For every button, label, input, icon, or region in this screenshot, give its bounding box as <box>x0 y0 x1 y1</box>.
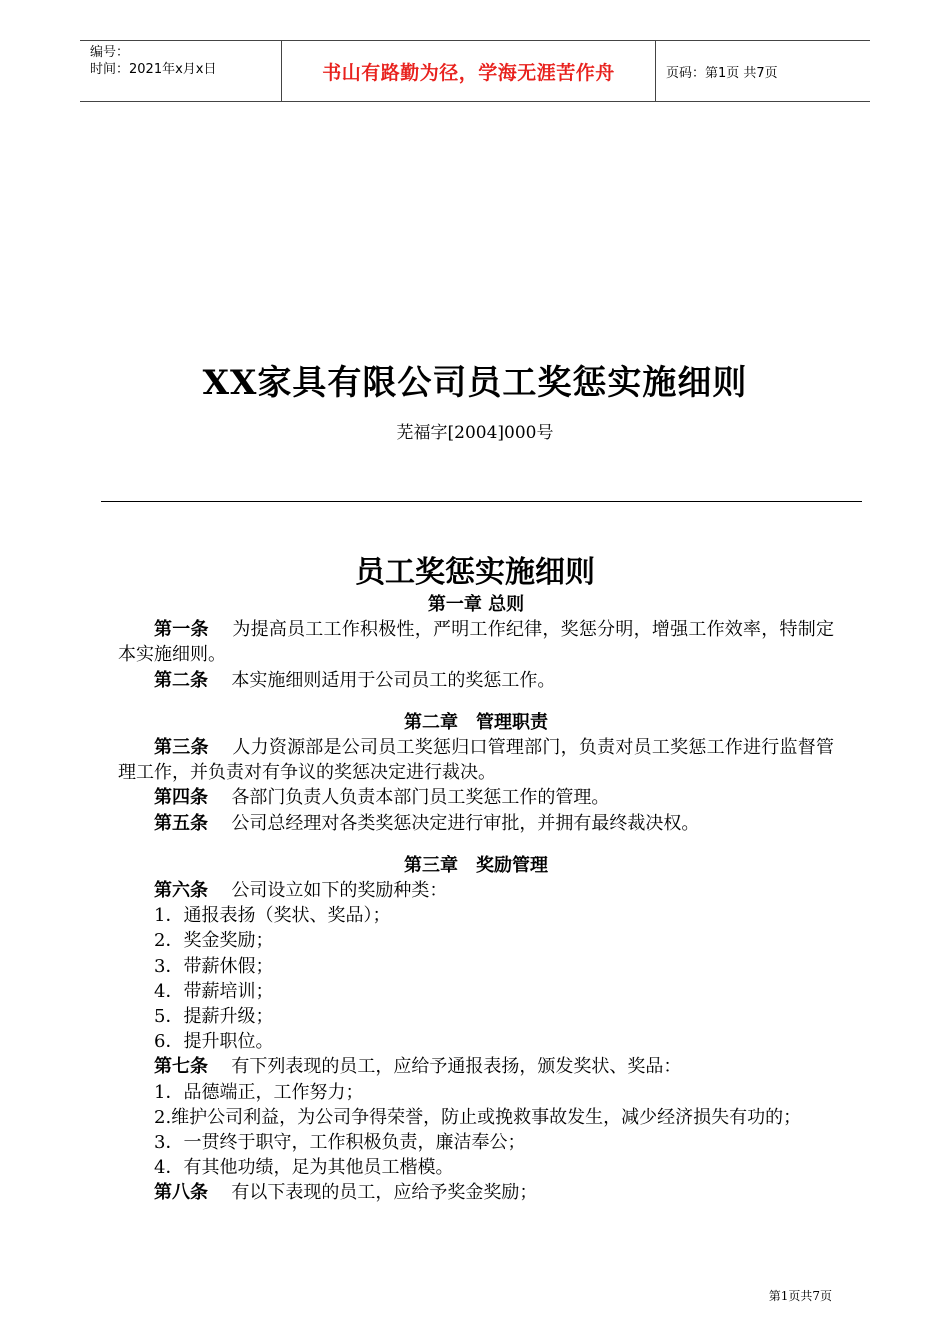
list-item: 1．通报表扬（奖状、奖品）； <box>154 905 391 927</box>
article-label: 第一条 <box>154 619 209 641</box>
list-item: 3．一贯终于职守，工作积极负责，廉洁奉公； <box>154 1132 526 1154</box>
article-label: 第五条 <box>154 812 208 834</box>
title-divider <box>101 501 862 502</box>
article <box>118 1180 834 1205</box>
list-item: 2.维护公司利益，为公司争得荣誉，防止或挽救事故发生，减少经济损失有功的； <box>154 1106 802 1128</box>
header-table <box>80 40 870 102</box>
article-text: 有以下表现的员工，应给予奖金奖励； <box>231 1182 538 1204</box>
chapter-heading: 第二章 管理职责 <box>404 711 548 733</box>
document-number: 芜福字[2004]000号 <box>396 423 554 443</box>
list-item: 4．带薪培训； <box>154 980 274 1002</box>
document-subtitle: 员工奖惩实施细则 <box>355 555 595 590</box>
time-label: 时间：2021年x月x日 <box>90 62 217 77</box>
serial-label: 编号： <box>90 45 130 60</box>
article-label: 第二条 <box>154 669 208 691</box>
article-text: 各部门负责人负责本部门员工奖惩工作的管理。 <box>231 787 610 809</box>
article <box>118 878 834 903</box>
list-item: 5．提薪升级； <box>154 1006 274 1027</box>
article <box>118 617 834 667</box>
article <box>118 1054 834 1079</box>
list-item: 2．奖金奖励； <box>154 930 274 952</box>
article-label: 第四条 <box>154 787 208 809</box>
document-body <box>118 592 834 1206</box>
article-label: 第八条 <box>154 1182 208 1204</box>
document-title: XX家具有限公司员工奖惩实施细则 <box>202 363 748 403</box>
article-text: 公司设立如下的奖励种类： <box>231 879 448 901</box>
article <box>118 785 834 810</box>
article-label: 第六条 <box>154 879 208 901</box>
list-item: 4．有其他功绩，足为其他员工楷模。 <box>154 1157 454 1179</box>
article-text: 本实施细则适用于公司员工的奖惩工作。 <box>231 669 556 691</box>
chapter-heading: 第一章 总则 <box>427 594 525 615</box>
list-item: 3．带薪休假； <box>154 955 274 977</box>
article-text: 为提高员工工作积极性，严明工作纪律，奖惩分明，增强工作效率，特制定本实施细则。 <box>118 619 834 666</box>
article-text: 公司总经理对各类奖惩决定进行审批，并拥有最终裁决权。 <box>231 812 700 834</box>
article <box>118 735 834 785</box>
chapter-heading: 第三章 奖励管理 <box>404 854 548 876</box>
page-footer: 第1页共7页 <box>768 1289 832 1303</box>
list-item: 1．品德端正，工作努力； <box>154 1081 364 1103</box>
header-page-label: 页码：第1页 共7页 <box>666 65 778 81</box>
article-text: 有下列表现的员工，应给予通报表扬，颁发奖状、奖品： <box>231 1056 682 1078</box>
list-item: 6．提升职位。 <box>154 1031 274 1053</box>
article-text: 人力资源部是公司员工奖惩归口管理部门，负责对员工奖惩工作进行监督管理工作，并负责对有争议的奖惩决定进行裁决。 <box>118 736 834 784</box>
article <box>118 811 834 836</box>
header-meta-cell <box>80 41 282 101</box>
header-motto: 书山有路勤为径，学海无涯苦作舟 <box>282 41 656 101</box>
article-label: 第三条 <box>154 736 209 758</box>
article <box>118 668 834 693</box>
article-label: 第七条 <box>154 1056 208 1078</box>
